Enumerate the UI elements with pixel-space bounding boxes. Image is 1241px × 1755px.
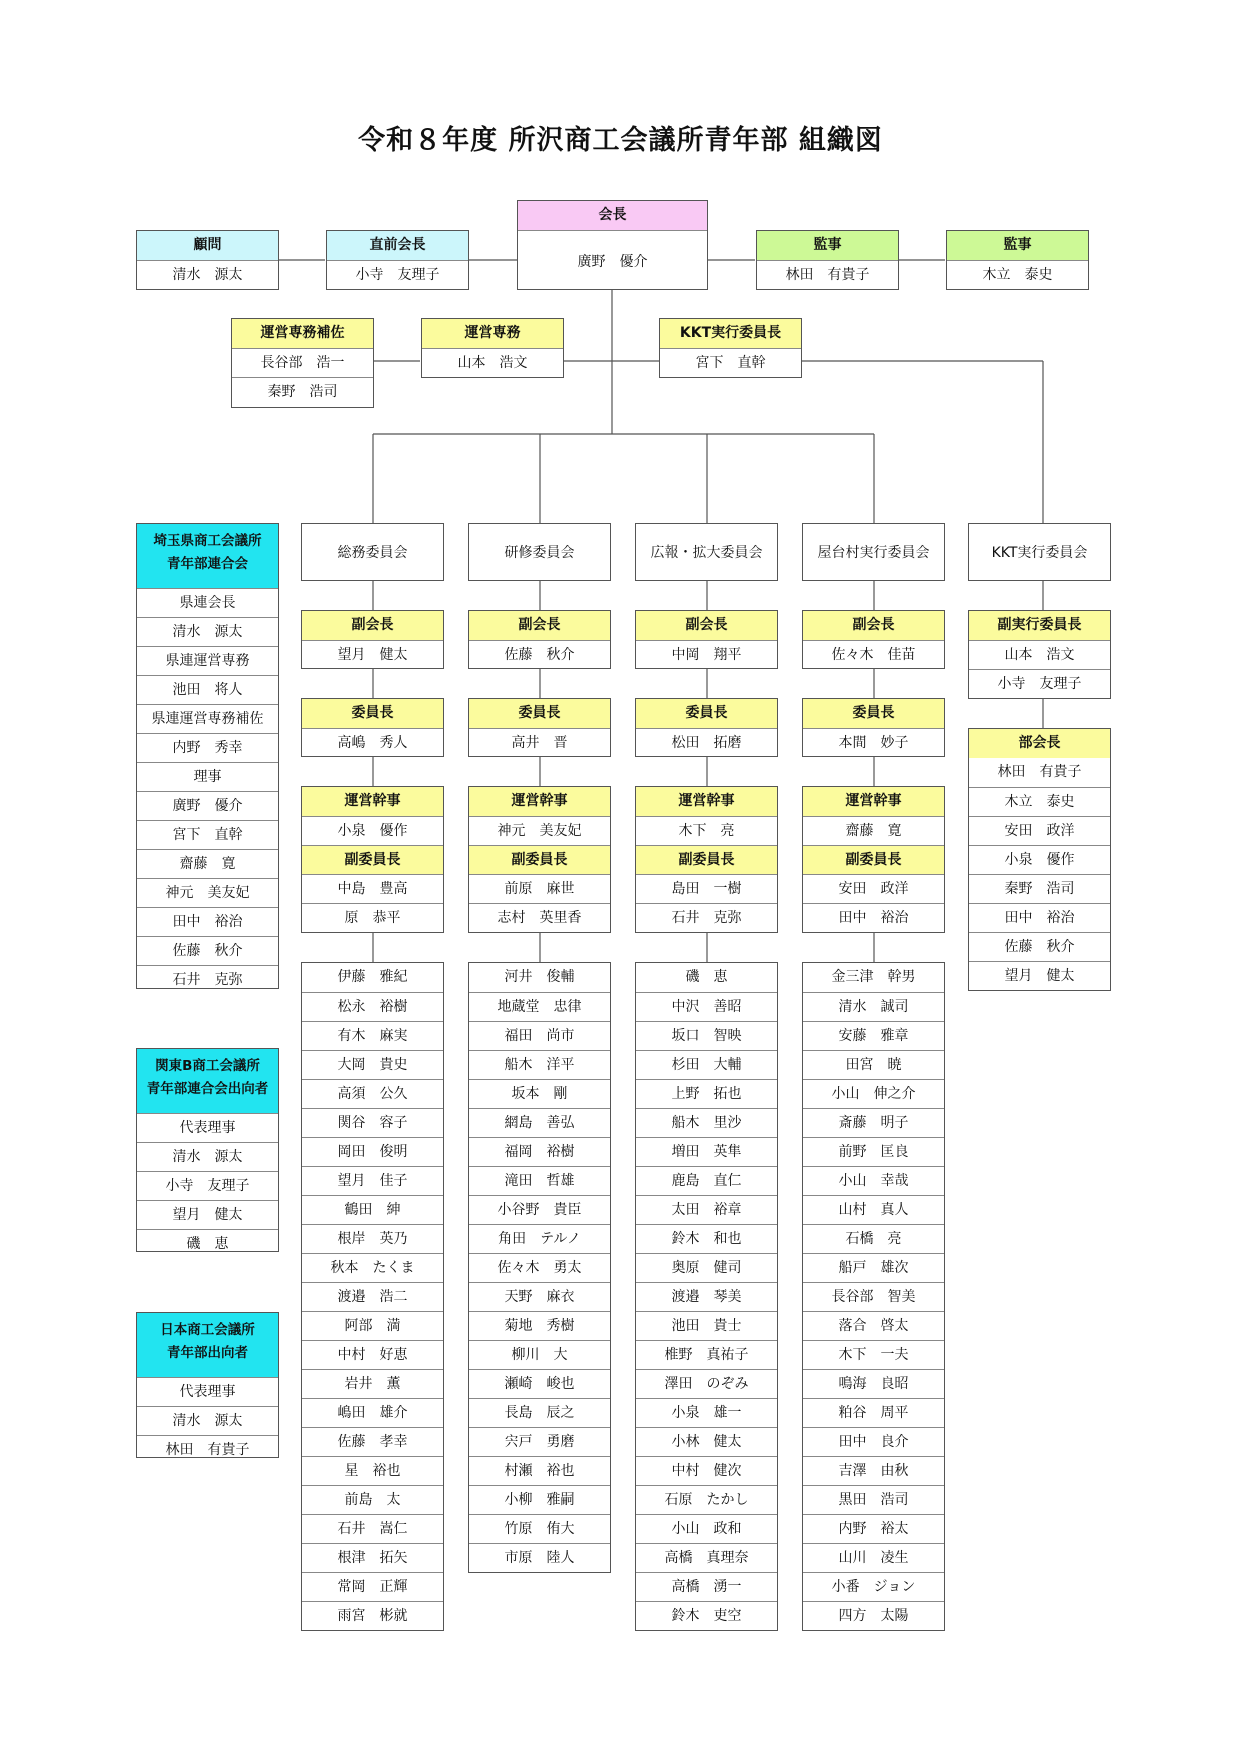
nissho-row: 代表理事	[137, 1377, 278, 1406]
advisor-name: 清水 源太	[137, 260, 278, 289]
auditor-name-2: 木立 泰史	[947, 260, 1088, 289]
kkt-vice-chair-box	[968, 610, 1111, 699]
member-name: 網島 善弘	[469, 1108, 610, 1137]
vice-president-label: 副会長	[469, 611, 610, 640]
member-name: 金三津 幹男	[831, 969, 916, 985]
saitama-row: 宮下 直幹	[137, 820, 278, 849]
member-name: 望月 佳子	[302, 1166, 443, 1195]
chair-name: 松田 拓磨	[636, 728, 777, 757]
vice-president-box	[468, 610, 611, 669]
member-name: 嶋田 雄介	[302, 1398, 443, 1427]
saitama-box	[136, 523, 279, 989]
member-name: 船木 里沙	[636, 1108, 777, 1137]
vice-chair-name: 島田 一樹	[636, 874, 777, 903]
exec-director-label: 運営専務	[422, 319, 563, 348]
kkt-chair-label: KKT実行委員長	[660, 319, 801, 348]
committee-box	[802, 523, 945, 581]
president-box	[517, 200, 708, 290]
past-president-box	[326, 230, 469, 290]
member-name: 秋本 たくま	[302, 1253, 443, 1282]
vice-chair-name: 中島 豊高	[302, 874, 443, 903]
kkt-dept-name: 秦野 浩司	[969, 874, 1110, 903]
nissho-row: 清水 源太	[137, 1406, 278, 1435]
member-name: 小山 幸哉	[803, 1166, 944, 1195]
saitama-row: 神元 美友妃	[137, 878, 278, 907]
chair-name: 高井 晋	[469, 728, 610, 757]
member-name: 関谷 容子	[302, 1108, 443, 1137]
kkt-dept-name: 佐藤 秋介	[969, 932, 1110, 961]
member-name: 宍戸 勇磨	[469, 1427, 610, 1456]
member-name: 清水 誠司	[803, 992, 944, 1021]
member-name: 船戸 雄次	[803, 1253, 944, 1282]
member-name: 河井 俊輔	[504, 969, 575, 985]
member-name: 竹原 侑大	[469, 1514, 610, 1543]
manager-label: 運営幹事	[803, 787, 944, 816]
chair-box	[468, 698, 611, 757]
manager-name: 木下 亮	[636, 816, 777, 845]
member-name: 中村 好恵	[302, 1340, 443, 1369]
member-name: 小山 政和	[636, 1514, 777, 1543]
kkt-chair-box	[659, 318, 802, 378]
vice-president-name: 佐々木 佳苗	[803, 640, 944, 669]
member-name: 磯 恵	[685, 969, 728, 985]
member-name: 増田 英隼	[636, 1137, 777, 1166]
member-name: 石原 たかし	[636, 1485, 777, 1514]
vice-president-box	[301, 610, 444, 669]
member-name: 地蔵堂 忠律	[469, 992, 610, 1021]
member-name: 内野 裕太	[803, 1514, 944, 1543]
nissho-header: 日本商工会議所 青年部出向者	[137, 1313, 278, 1377]
kkt-dept-name: 安田 政洋	[969, 816, 1110, 845]
member-name: 山川 凌生	[803, 1543, 944, 1572]
member-list-box	[301, 962, 444, 1631]
chair-name: 本間 妙子	[803, 728, 944, 757]
kkt-dept-name: 小泉 優作	[969, 845, 1110, 874]
member-name: 澤田 のぞみ	[636, 1369, 777, 1398]
auditor-label-2: 監事	[947, 231, 1088, 260]
member-name: 椎野 真祐子	[636, 1340, 777, 1369]
saitama-row: 石井 克弥	[137, 965, 278, 994]
member-name: 安藤 雅章	[803, 1021, 944, 1050]
manager-label: 運営幹事	[636, 787, 777, 816]
vice-president-label: 副会長	[636, 611, 777, 640]
exec-assist-box	[231, 318, 374, 408]
vice-president-box	[802, 610, 945, 669]
kkt-committee-name: KKT実行委員会	[991, 545, 1088, 561]
vice-chair-label: 副委員長	[803, 845, 944, 874]
member-name: 坂口 智映	[636, 1021, 777, 1050]
kanto-header: 関東B商工会議所 青年部連合会出向者	[137, 1049, 278, 1113]
member-name: 四方 太陽	[803, 1601, 944, 1630]
member-name: 有木 麻実	[302, 1021, 443, 1050]
member-name: 石橋 亮	[803, 1224, 944, 1253]
member-name: 村瀬 裕也	[469, 1456, 610, 1485]
auditor-name-1: 林田 有貴子	[757, 260, 898, 289]
member-name: 大岡 貴史	[302, 1050, 443, 1079]
nissho-box	[136, 1312, 279, 1458]
member-name: 小山 伸之介	[803, 1079, 944, 1108]
chair-label: 委員長	[803, 699, 944, 728]
member-name: 前島 太	[302, 1485, 443, 1514]
kanto-row: 小寺 友理子	[137, 1171, 278, 1200]
vice-chair-name: 志村 英里香	[469, 903, 610, 932]
member-name: 松永 裕樹	[302, 992, 443, 1021]
vice-chair-name: 田中 裕治	[803, 903, 944, 932]
manager-box	[301, 786, 444, 933]
kkt-vice-chair-name: 小寺 友理子	[969, 669, 1110, 698]
member-name: 柳川 大	[469, 1340, 610, 1369]
page-title: 令和８年度 所沢商工会議所青年部 組織図	[358, 125, 883, 156]
vice-chair-name: 前原 麻世	[469, 874, 610, 903]
saitama-row: 齋藤 寛	[137, 849, 278, 878]
exec-director-box	[421, 318, 564, 378]
vice-president-name: 佐藤 秋介	[469, 640, 610, 669]
vice-chair-label: 副委員長	[636, 845, 777, 874]
nissho-row: 林田 有貴子	[137, 1435, 278, 1464]
kkt-dept-name: 田中 裕治	[969, 903, 1110, 932]
member-name: 奥原 健司	[636, 1253, 777, 1282]
member-name: 小番 ジョン	[803, 1572, 944, 1601]
member-list-box	[802, 962, 945, 1631]
member-name: 鹿島 直仁	[636, 1166, 777, 1195]
member-name: 市原 陸人	[469, 1543, 610, 1572]
kanto-box	[136, 1048, 279, 1252]
member-name: 小林 健太	[636, 1427, 777, 1456]
member-name: 田宮 暁	[803, 1050, 944, 1079]
member-name: 岩井 薫	[302, 1369, 443, 1398]
member-name: 粕谷 周平	[803, 1398, 944, 1427]
member-name: 佐々木 勇太	[469, 1253, 610, 1282]
member-name: 吉澤 由秋	[803, 1456, 944, 1485]
kkt-vice-chair-label: 副実行委員長	[969, 611, 1110, 640]
member-name: 福田 尚市	[469, 1021, 610, 1050]
saitama-row: 田中 裕治	[137, 907, 278, 936]
member-name: 瀬崎 峻也	[469, 1369, 610, 1398]
member-name: 長谷部 智美	[803, 1282, 944, 1311]
advisor-label: 顧問	[137, 231, 278, 260]
chair-name: 高嶋 秀人	[302, 728, 443, 757]
kkt-dept-label: 部会長	[969, 729, 1110, 758]
exec-assist-label: 運営専務補佐	[232, 319, 373, 348]
member-list-box	[468, 962, 611, 1573]
kkt-chair-name: 宮下 直幹	[660, 348, 801, 377]
kanto-row: 望月 健太	[137, 1200, 278, 1229]
chair-box	[802, 698, 945, 757]
member-name: 岡田 俊明	[302, 1137, 443, 1166]
kkt-dept-name: 林田 有貴子	[997, 764, 1082, 780]
member-name: 小谷野 貴臣	[469, 1195, 610, 1224]
committee-name: 研修委員会	[504, 545, 575, 561]
past-president-name: 小寺 友理子	[327, 260, 468, 289]
chair-box	[301, 698, 444, 757]
member-name: 常岡 正輝	[302, 1572, 443, 1601]
chair-box	[635, 698, 778, 757]
saitama-row: 県連運営専務	[137, 646, 278, 675]
saitama-row: 理事	[137, 762, 278, 791]
member-name: 高橋 湧一	[636, 1572, 777, 1601]
member-name: 伊藤 雅紀	[337, 969, 408, 985]
president-name: 廣野 優介	[518, 230, 707, 290]
saitama-row: 県連運営専務補佐	[137, 704, 278, 733]
manager-label: 運営幹事	[302, 787, 443, 816]
member-name: 鈴木 吏空	[636, 1601, 777, 1630]
vice-chair-label: 副委員長	[302, 845, 443, 874]
saitama-row: 廣野 優介	[137, 791, 278, 820]
chair-label: 委員長	[469, 699, 610, 728]
member-name: 長島 辰之	[469, 1398, 610, 1427]
member-name: 石井 嵩仁	[302, 1514, 443, 1543]
manager-name: 小泉 優作	[302, 816, 443, 845]
saitama-header: 埼玉県商工会議所 青年部連合会	[137, 524, 278, 588]
member-name: 菊地 秀樹	[469, 1311, 610, 1340]
manager-box	[802, 786, 945, 933]
saitama-row: 佐藤 秋介	[137, 936, 278, 965]
kanto-row: 代表理事	[137, 1113, 278, 1142]
manager-label: 運営幹事	[469, 787, 610, 816]
member-name: 山村 真人	[803, 1195, 944, 1224]
manager-box	[635, 786, 778, 933]
member-name: 杉田 大輔	[636, 1050, 777, 1079]
member-name: 上野 拓也	[636, 1079, 777, 1108]
vice-chair-name: 安田 政洋	[803, 874, 944, 903]
member-name: 落合 啓太	[803, 1311, 944, 1340]
member-name: 鳴海 良昭	[803, 1369, 944, 1398]
vice-chair-label: 副委員長	[469, 845, 610, 874]
member-list-box	[635, 962, 778, 1631]
member-name: 佐藤 孝幸	[302, 1427, 443, 1456]
member-name: 坂本 剛	[469, 1079, 610, 1108]
vice-president-label: 副会長	[302, 611, 443, 640]
member-name: 高橋 真理奈	[636, 1543, 777, 1572]
member-name: 木下 一夫	[803, 1340, 944, 1369]
member-name: 星 裕也	[302, 1456, 443, 1485]
chair-label: 委員長	[302, 699, 443, 728]
auditor-label-1: 監事	[757, 231, 898, 260]
member-name: 船木 洋平	[469, 1050, 610, 1079]
member-name: 中沢 善昭	[636, 992, 777, 1021]
member-name: 滝田 哲雄	[469, 1166, 610, 1195]
member-name: 雨宮 彬就	[302, 1601, 443, 1630]
committee-box	[468, 523, 611, 581]
member-name: 高須 公久	[302, 1079, 443, 1108]
member-name: 根津 拓矢	[302, 1543, 443, 1572]
manager-box	[468, 786, 611, 933]
auditor-box-2	[946, 230, 1089, 290]
vice-president-box	[635, 610, 778, 669]
kkt-vice-chair-name: 山本 浩文	[969, 640, 1110, 669]
vice-chair-name: 石井 克弥	[636, 903, 777, 932]
advisor-box	[136, 230, 279, 290]
committee-box	[301, 523, 444, 581]
kkt-dept-box	[968, 728, 1111, 991]
kkt-committee-box	[968, 523, 1111, 581]
member-name: 中村 健次	[636, 1456, 777, 1485]
member-name: 根岸 英乃	[302, 1224, 443, 1253]
member-name: 田中 良介	[803, 1427, 944, 1456]
member-name: 斎藤 明子	[803, 1108, 944, 1137]
president-label: 会長	[518, 201, 707, 230]
kanto-row: 磯 恵	[137, 1229, 278, 1258]
kkt-dept-name: 木立 泰史	[969, 787, 1110, 816]
committee-name: 広報・拡大委員会	[650, 545, 763, 561]
member-name: 渡邉 浩二	[302, 1282, 443, 1311]
member-name: 前野 匡良	[803, 1137, 944, 1166]
exec-assist-name: 秦野 浩司	[232, 377, 373, 406]
vice-president-name: 望月 健太	[302, 640, 443, 669]
saitama-row: 内野 秀幸	[137, 733, 278, 762]
kkt-dept-name: 望月 健太	[969, 961, 1110, 990]
member-name: 天野 麻衣	[469, 1282, 610, 1311]
saitama-row: 県連会長	[137, 588, 278, 617]
member-name: 太田 裕章	[636, 1195, 777, 1224]
auditor-box-1	[756, 230, 899, 290]
manager-name: 齋藤 寛	[803, 816, 944, 845]
kanto-row: 清水 源太	[137, 1142, 278, 1171]
chair-label: 委員長	[636, 699, 777, 728]
member-name: 池田 貴士	[636, 1311, 777, 1340]
member-name: 鶴田 紳	[302, 1195, 443, 1224]
exec-director-name: 山本 浩文	[422, 348, 563, 377]
past-president-label: 直前会長	[327, 231, 468, 260]
member-name: 小柳 雅嗣	[469, 1485, 610, 1514]
member-name: 渡邉 琴美	[636, 1282, 777, 1311]
saitama-row: 清水 源太	[137, 617, 278, 646]
member-name: 小泉 雄一	[636, 1398, 777, 1427]
member-name: 福岡 裕樹	[469, 1137, 610, 1166]
member-name: 角田 テルノ	[469, 1224, 610, 1253]
vice-president-name: 中岡 翔平	[636, 640, 777, 669]
member-name: 阿部 満	[302, 1311, 443, 1340]
committee-box	[635, 523, 778, 581]
committee-name: 屋台村実行委員会	[817, 545, 930, 561]
vice-president-label: 副会長	[803, 611, 944, 640]
exec-assist-name: 長谷部 浩一	[232, 348, 373, 377]
member-name: 鈴木 和也	[636, 1224, 777, 1253]
saitama-row: 池田 将人	[137, 675, 278, 704]
vice-chair-name: 原 恭平	[302, 903, 443, 932]
manager-name: 神元 美友妃	[469, 816, 610, 845]
committee-name: 総務委員会	[337, 545, 408, 561]
member-name: 黒田 浩司	[803, 1485, 944, 1514]
